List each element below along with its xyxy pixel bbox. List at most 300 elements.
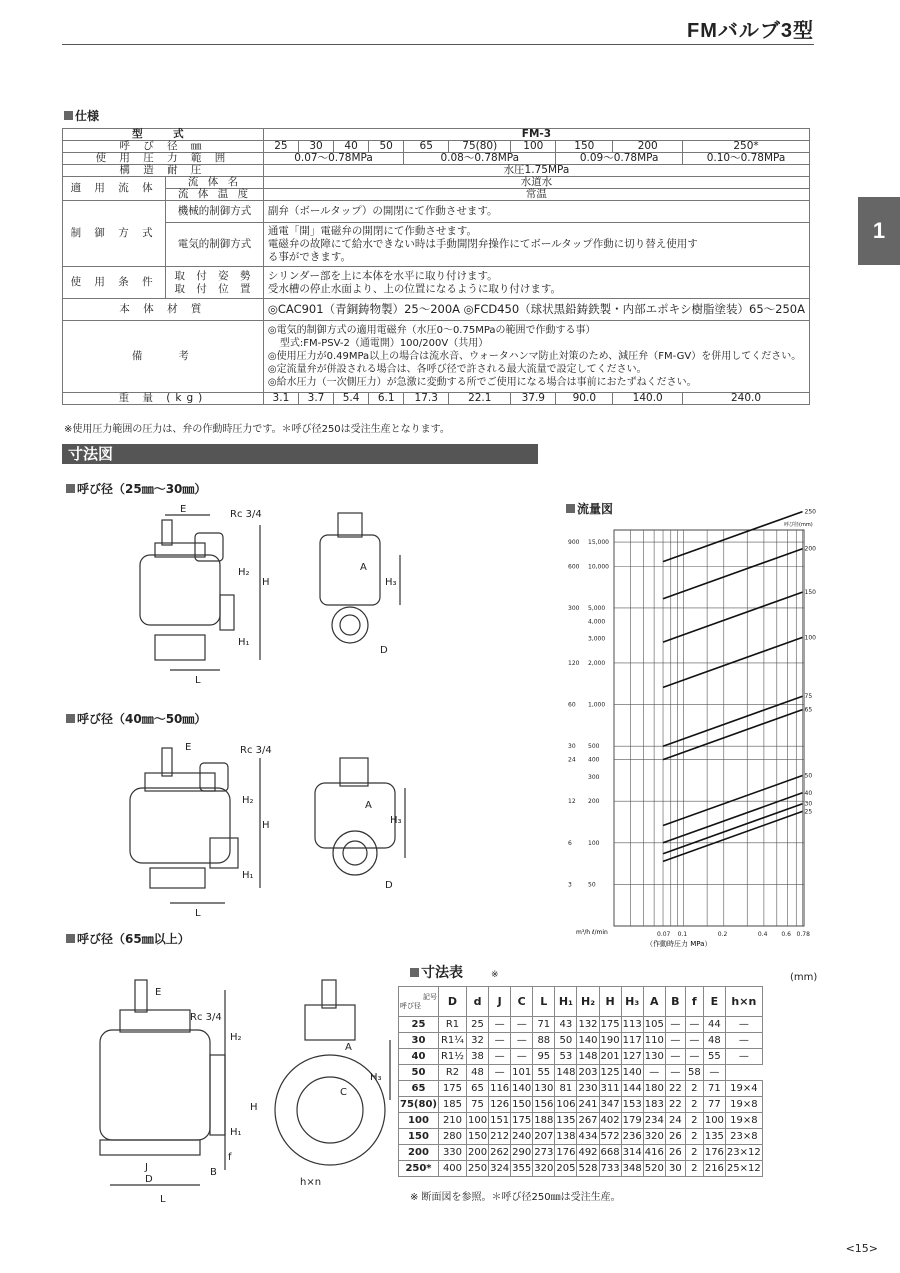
dim-cell: —	[725, 1017, 762, 1033]
dim-cell: —	[703, 1065, 725, 1081]
dim-size-cell: 250*	[399, 1161, 439, 1177]
dim-cell: 434	[577, 1129, 599, 1145]
fluid-label: 適 用 流 体	[63, 177, 166, 201]
header-rule	[62, 44, 814, 45]
dim-cell: 273	[533, 1145, 555, 1161]
table-row	[399, 1049, 763, 1065]
control-line: る事ができます。	[267, 251, 352, 263]
table-row	[399, 1081, 763, 1097]
dim-cell: 230	[577, 1081, 599, 1097]
dim-cell: 324	[489, 1161, 511, 1177]
flow-ytick-right: 300	[588, 773, 600, 781]
dim-cell: 130	[533, 1081, 555, 1097]
table-row	[399, 1145, 763, 1161]
dim-cell: 234	[643, 1113, 665, 1129]
dim-cell: 520	[643, 1161, 665, 1177]
dim-size-cell: 30	[399, 1033, 439, 1049]
dim-header-cell: f	[685, 987, 703, 1017]
flow-xlabel: （作動時圧力 MPa）	[646, 940, 712, 948]
dim-cell: 23×8	[725, 1129, 762, 1145]
dim-cell: 262	[489, 1145, 511, 1161]
fluid-key: 流 体 温 度	[166, 189, 264, 201]
dim-cell: 240	[511, 1129, 533, 1145]
dim-cell: 116	[489, 1081, 511, 1097]
struct-value: 水圧1.75MPa	[263, 165, 809, 177]
page-number: <15>	[845, 1242, 878, 1255]
dim-cell: 32	[466, 1033, 488, 1049]
dim-cell: 416	[643, 1145, 665, 1161]
label-H3: H₃	[370, 1072, 382, 1083]
flow-series-label: 40	[804, 789, 813, 797]
dim-size-cell: 25	[399, 1017, 439, 1033]
dim-cell: 156	[533, 1097, 555, 1113]
dim-size-cell: 50	[399, 1065, 439, 1081]
label-H2: H₂	[242, 795, 254, 806]
drawing2-title: 呼び径（40㎜〜50㎜）	[66, 710, 206, 727]
table-row	[63, 223, 810, 267]
label-J: J	[145, 1162, 148, 1173]
dim-cell: 733	[599, 1161, 621, 1177]
dim-cell: —	[665, 1049, 685, 1065]
label-D: D	[385, 880, 393, 891]
dim-cell: 75	[466, 1097, 488, 1113]
flow-ytick-right: 100	[588, 839, 600, 847]
dim-cell: 38	[466, 1049, 488, 1065]
dim-cell: 2	[685, 1097, 703, 1113]
flow-ytick: 3	[568, 881, 572, 889]
dim-cell: 190	[599, 1033, 621, 1049]
label-H1: H₁	[238, 637, 250, 648]
dim-cell: 19×4	[725, 1081, 762, 1097]
dim-cell: 2	[685, 1145, 703, 1161]
struct-label: 構 造 耐 圧	[63, 165, 264, 177]
dim-size-cell: 200	[399, 1145, 439, 1161]
dim-cell: —	[489, 1017, 511, 1033]
remark-line: ◎定流量弁が併設される場合は、各呼び径で許される最大流量で設定してください。	[267, 364, 647, 375]
control-line: 通電「開」電磁弁の開閉にて作動させます。	[267, 225, 478, 237]
label-rc: Rc 3/4	[190, 1012, 222, 1023]
square-bullet-icon	[64, 111, 73, 120]
dim-cell: 101	[511, 1065, 533, 1081]
flow-frame	[614, 530, 804, 926]
dim-title: 寸法表 ※	[410, 962, 499, 982]
corner-top: 記号	[422, 992, 437, 1001]
dim-cell: 65	[466, 1081, 488, 1097]
dim-cell: 138	[555, 1129, 577, 1145]
dim-cell: 320	[643, 1129, 665, 1145]
dim-cell: 25×12	[725, 1161, 762, 1177]
dim-cell: 132	[577, 1017, 599, 1033]
flow-ytick-right: 500	[588, 743, 600, 751]
dim-cell: 185	[438, 1097, 466, 1113]
dim-cell: 150	[466, 1129, 488, 1145]
flow-series-label: 150	[804, 589, 816, 597]
dim-cell: 77	[703, 1097, 725, 1113]
dim-cell: 24	[665, 1113, 685, 1129]
dim-header-cell: J	[489, 987, 511, 1017]
dim-cell: 53	[555, 1049, 577, 1065]
dim-header-cell: E	[703, 987, 725, 1017]
dim-corner	[399, 987, 439, 1017]
use-keys	[166, 267, 264, 299]
dim-cell: R2	[438, 1065, 466, 1081]
dim-cell: 210	[438, 1113, 466, 1129]
dim-cell: 2	[685, 1081, 703, 1097]
dim-cell: 290	[511, 1145, 533, 1161]
dim-cell: 44	[703, 1017, 725, 1033]
dim-cell: 668	[599, 1145, 621, 1161]
dim-cell: 81	[555, 1081, 577, 1097]
flow-ytick: 24	[568, 756, 576, 764]
table-row	[63, 129, 810, 141]
fluid-value: 水道水	[263, 177, 809, 189]
use-label: 使 用 条 件	[63, 267, 166, 299]
flow-title: 流量図	[566, 500, 613, 517]
flow-ytick: 6	[568, 839, 572, 847]
flow-series-label: 25	[804, 808, 813, 816]
dim-cell: —	[685, 1017, 703, 1033]
size-label: 呼 び 径 ㎜	[63, 141, 264, 153]
label-H1: H₁	[242, 870, 254, 881]
dim-header-cell: H₃	[621, 987, 643, 1017]
weight-cell: 5.4	[334, 393, 369, 405]
dim-cell: 2	[685, 1129, 703, 1145]
dim-unit: (mm)	[790, 972, 818, 983]
label-B: B	[210, 1167, 217, 1178]
label-A: A	[365, 800, 372, 811]
dim-cell: 151	[489, 1113, 511, 1129]
valve-body	[140, 555, 220, 625]
material-value: ◎CAC901（青銅鋳物製）25〜200A ◎FCD450（球状黒鉛鋳鉄製・内部エポキシ樹脂塗装）65〜250A	[263, 299, 809, 321]
inlet-port	[155, 635, 205, 660]
flow-xtick: 0.1	[677, 931, 688, 938]
dim-cell: 140	[511, 1081, 533, 1097]
weight-cell: 3.1	[263, 393, 298, 405]
dim-cell: 153	[621, 1097, 643, 1113]
dim-header-cell: C	[511, 987, 533, 1017]
label-D: D	[145, 1174, 153, 1185]
pressure-cell: 0.07〜0.78MPa	[263, 153, 403, 165]
control-key: 電気的制御方式	[166, 223, 264, 267]
size-cell: 250*	[683, 141, 810, 153]
dim-cell: 100	[703, 1113, 725, 1129]
dim-cell: 348	[621, 1161, 643, 1177]
valve-drawing-small	[110, 495, 410, 695]
dimension-section-bar: 寸法図	[62, 444, 538, 464]
control-line: 電磁弁の故障にて給水できない時は手動開閉弁操作にてボールタップ作動に切り替え使用す	[267, 238, 698, 250]
dim-cell: 207	[533, 1129, 555, 1145]
dim-cell: 528	[577, 1161, 599, 1177]
dim-cell: 241	[577, 1097, 599, 1113]
square-bullet-icon	[410, 968, 419, 977]
label-D: D	[380, 645, 388, 656]
dim-cell: —	[685, 1049, 703, 1065]
control-label: 制 御 方 式	[63, 201, 166, 267]
outlet-port	[220, 595, 234, 630]
label-L: L	[195, 908, 201, 919]
flow-xtick: 0.2	[717, 931, 728, 938]
dim-cell: 267	[577, 1113, 599, 1129]
dim-cell: 140	[577, 1033, 599, 1049]
table-row	[63, 201, 810, 223]
dim-cell: —	[489, 1049, 511, 1065]
spec-heading: 仕様	[64, 107, 99, 124]
label-E: E	[155, 987, 162, 998]
dim-cell: 212	[489, 1129, 511, 1145]
valve-drawing-medium	[110, 728, 410, 928]
dim-cell: 2	[685, 1113, 703, 1129]
dim-cell: 58	[685, 1065, 703, 1081]
table-row	[63, 165, 810, 177]
dim-header-cell: B	[665, 987, 685, 1017]
dim-cell: 179	[621, 1113, 643, 1129]
dim-cell: 188	[533, 1113, 555, 1129]
flow-series-label: 30	[804, 800, 813, 808]
flow-xtick: 0.4	[757, 931, 768, 938]
flow-ytick-right: 50	[588, 881, 596, 889]
flow-ytick: 12	[568, 798, 576, 806]
label-f: f	[228, 1152, 232, 1163]
pressure-cell: 0.08〜0.78MPa	[404, 153, 556, 165]
size-cell: 50	[369, 141, 404, 153]
page-title: FMバルブ3型	[687, 20, 814, 42]
dim-size-cell: 150	[399, 1129, 439, 1145]
control-value: 副弁（ボールタップ）の開閉にて作動させます。	[263, 201, 809, 223]
label-rc: Rc 3/4	[240, 745, 272, 756]
remarks-label: 備 考	[63, 321, 264, 393]
chapter-tab: 1	[858, 197, 900, 265]
pressure-cell: 0.10〜0.78MPa	[683, 153, 810, 165]
table-row	[399, 1017, 763, 1033]
dim-cell: 314	[621, 1145, 643, 1161]
weight-label: 重 量 (kg)	[63, 393, 264, 405]
dim-mark: ※	[491, 970, 499, 980]
flow-series-label: 50	[804, 772, 813, 780]
dim-cell: 19×8	[725, 1113, 762, 1129]
valve-side-body	[320, 535, 380, 605]
weight-cell: 37.9	[511, 393, 556, 405]
fluid-value: 常温	[263, 189, 809, 201]
use-value: シリンダー部を上に本体を水平に取り付けます。	[267, 269, 498, 282]
flow-xtick: 0.6	[781, 931, 791, 938]
flow-series-label: 65	[804, 706, 813, 714]
table-row	[399, 1033, 763, 1049]
label-A: A	[360, 562, 367, 573]
dim-cell: 250	[466, 1161, 488, 1177]
table-row	[63, 153, 810, 165]
dim-cell: —	[489, 1065, 511, 1081]
pressure-cell: 0.09〜0.78MPa	[556, 153, 683, 165]
table-row	[63, 299, 810, 321]
square-bullet-icon	[66, 934, 75, 943]
dim-header-cell: H₁	[555, 987, 577, 1017]
port-circle	[332, 607, 368, 643]
pressure-label: 使 用 圧 力 範 囲	[63, 153, 264, 165]
flow-ytick: 900	[568, 539, 580, 547]
drawing1-title: 呼び径（25㎜〜30㎜）	[66, 480, 206, 497]
table-row	[399, 1097, 763, 1113]
dim-header-cell: D	[438, 987, 466, 1017]
dim-cell: 280	[438, 1129, 466, 1145]
dim-cell: 400	[438, 1161, 466, 1177]
size-cell: 75(80)	[449, 141, 511, 153]
dim-cell: 144	[621, 1081, 643, 1097]
dim-cell: R1½	[438, 1049, 466, 1065]
dim-header-cell: H	[599, 987, 621, 1017]
dim-cell: 117	[621, 1033, 643, 1049]
dim-cell: 127	[621, 1049, 643, 1065]
dim-cell: R1¼	[438, 1033, 466, 1049]
dim-size-cell: 40	[399, 1049, 439, 1065]
remarks-cell	[263, 321, 809, 393]
flow-ytick-right: 4,000	[588, 618, 606, 626]
flow-ytick-right: 2,000	[588, 659, 606, 667]
dim-cell: —	[725, 1033, 762, 1049]
dim-cell: 347	[599, 1097, 621, 1113]
dim-cell: R1	[438, 1017, 466, 1033]
dim-cell: 30	[665, 1161, 685, 1177]
dim-header-cell: L	[533, 987, 555, 1017]
dim-header-cell: h×n	[725, 987, 762, 1017]
dim-cell: 130	[643, 1049, 665, 1065]
dim-cell: 25	[466, 1017, 488, 1033]
table-row	[399, 1129, 763, 1145]
table-row	[63, 267, 810, 299]
dim-cell: 216	[703, 1161, 725, 1177]
dim-note: ※ 断面図を参照。＊呼び径250㎜は受注生産。	[410, 1192, 621, 1203]
square-bullet-icon	[66, 484, 75, 493]
use-key: 取 付 姿 勢	[174, 269, 255, 282]
flow-ytick: 60	[568, 701, 576, 709]
dim-cell: —	[643, 1065, 665, 1081]
spec-table	[62, 128, 810, 405]
corner-bottom: 呼び径	[400, 1001, 421, 1010]
dim-cell: 48	[466, 1065, 488, 1081]
dim-cell: 22	[665, 1097, 685, 1113]
dim-cell: 572	[599, 1129, 621, 1145]
drawing3-title: 呼び径（65㎜以上）	[66, 930, 190, 947]
dim-cell: 175	[511, 1113, 533, 1129]
dim-cell: 402	[599, 1113, 621, 1129]
dim-cell: 95	[533, 1049, 555, 1065]
dim-size-cell: 75(80)	[399, 1097, 439, 1113]
table-row	[399, 1113, 763, 1129]
dim-cell: —	[725, 1049, 762, 1065]
dim-cell: 125	[599, 1065, 621, 1081]
table-header-row	[399, 987, 763, 1017]
dim-cell: —	[665, 1065, 685, 1081]
dim-cell: 175	[438, 1081, 466, 1097]
dim-cell: 106	[555, 1097, 577, 1113]
dim-header-cell: A	[643, 987, 665, 1017]
remark-line: 型式:FM-PSV-2（通電開）100/200V（共用）	[279, 338, 489, 349]
valve-stem	[162, 520, 172, 545]
dim-cell: —	[665, 1033, 685, 1049]
remark-line: ◎電気的制御方式の適用電磁弁（水圧0〜0.75MPaの範囲で作動する事）	[267, 325, 596, 336]
dim-size-cell: 100	[399, 1113, 439, 1129]
dim-header-cell: d	[466, 987, 488, 1017]
dim-cell: 150	[511, 1097, 533, 1113]
weight-cell: 240.0	[683, 393, 810, 405]
table-row	[63, 189, 810, 201]
dim-cell: 203	[577, 1065, 599, 1081]
square-bullet-icon	[66, 714, 75, 723]
table-row	[63, 393, 810, 405]
label-H: H	[262, 577, 270, 588]
dim-cell: 148	[577, 1049, 599, 1065]
model-label: 型 式	[63, 129, 264, 141]
control-key: 機械的制御方式	[166, 201, 264, 223]
dim-cell: 355	[511, 1161, 533, 1177]
flow-ytick-right: 3,000	[588, 635, 606, 643]
dim-cell: 100	[466, 1113, 488, 1129]
dim-cell: 55	[703, 1049, 725, 1065]
label-E: E	[180, 504, 187, 515]
dim-cell: 330	[438, 1145, 466, 1161]
dim-cell: 71	[703, 1081, 725, 1097]
use-key: 取 付 位 置	[174, 282, 255, 295]
flow-series-label: 250	[804, 508, 816, 516]
flow-series-label: 200	[804, 545, 816, 553]
dim-cell: 311	[599, 1081, 621, 1097]
remark-line: ◎使用圧力が0.49MPa以上の場合は流水音、ウォータハンマ防止対策のため、減圧弁（FM-GV）を併用してください。	[267, 351, 802, 362]
dim-cell: 320	[533, 1161, 555, 1177]
table-row	[63, 141, 810, 153]
size-cell: 65	[404, 141, 449, 153]
dim-cell: —	[665, 1017, 685, 1033]
dim-cell: 48	[703, 1033, 725, 1049]
dim-cell: 23×12	[725, 1145, 762, 1161]
flow-xtick: 0.78	[796, 931, 810, 938]
material-label: 本 体 材 質	[63, 299, 264, 321]
table-row	[63, 321, 810, 393]
dim-cell: 183	[643, 1097, 665, 1113]
label-H2: H₂	[238, 567, 250, 578]
dim-cell: 22	[665, 1081, 685, 1097]
dim-cell: 55	[533, 1065, 555, 1081]
dim-cell: 110	[643, 1033, 665, 1049]
dim-cell: —	[511, 1049, 533, 1065]
dim-cell: —	[511, 1017, 533, 1033]
dim-cell: 113	[621, 1017, 643, 1033]
dim-cell: 50	[555, 1033, 577, 1049]
dim-cell: 19×8	[725, 1097, 762, 1113]
flow-xtick: 0.07	[657, 931, 671, 938]
label-L: L	[160, 1194, 166, 1205]
size-cell: 25	[263, 141, 298, 153]
dim-cell: 201	[599, 1049, 621, 1065]
remark-line: ◎給水圧力（一次側圧力）が急激に変動する所でご使用になる場合は事前におたずねください。	[267, 377, 697, 388]
square-bullet-icon	[566, 504, 575, 513]
weight-cell: 3.7	[298, 393, 333, 405]
dim-cell: 126	[489, 1097, 511, 1113]
flow-ytick-right: 5,000	[588, 604, 606, 612]
table-row	[63, 177, 810, 189]
size-cell: 30	[298, 141, 333, 153]
size-cell: 200	[613, 141, 683, 153]
label-H: H	[250, 1102, 258, 1113]
control-value	[263, 223, 809, 267]
weight-cell: 6.1	[369, 393, 404, 405]
dim-cell: 26	[665, 1145, 685, 1161]
label-H3: H₃	[390, 815, 402, 826]
dim-cell: —	[489, 1033, 511, 1049]
dim-cell: 135	[703, 1129, 725, 1145]
model-value: FM-3	[263, 129, 809, 141]
label-hxn: h×n	[300, 1177, 322, 1188]
flow-ytick-right: 1,000	[588, 701, 606, 709]
dim-cell: —	[685, 1033, 703, 1049]
